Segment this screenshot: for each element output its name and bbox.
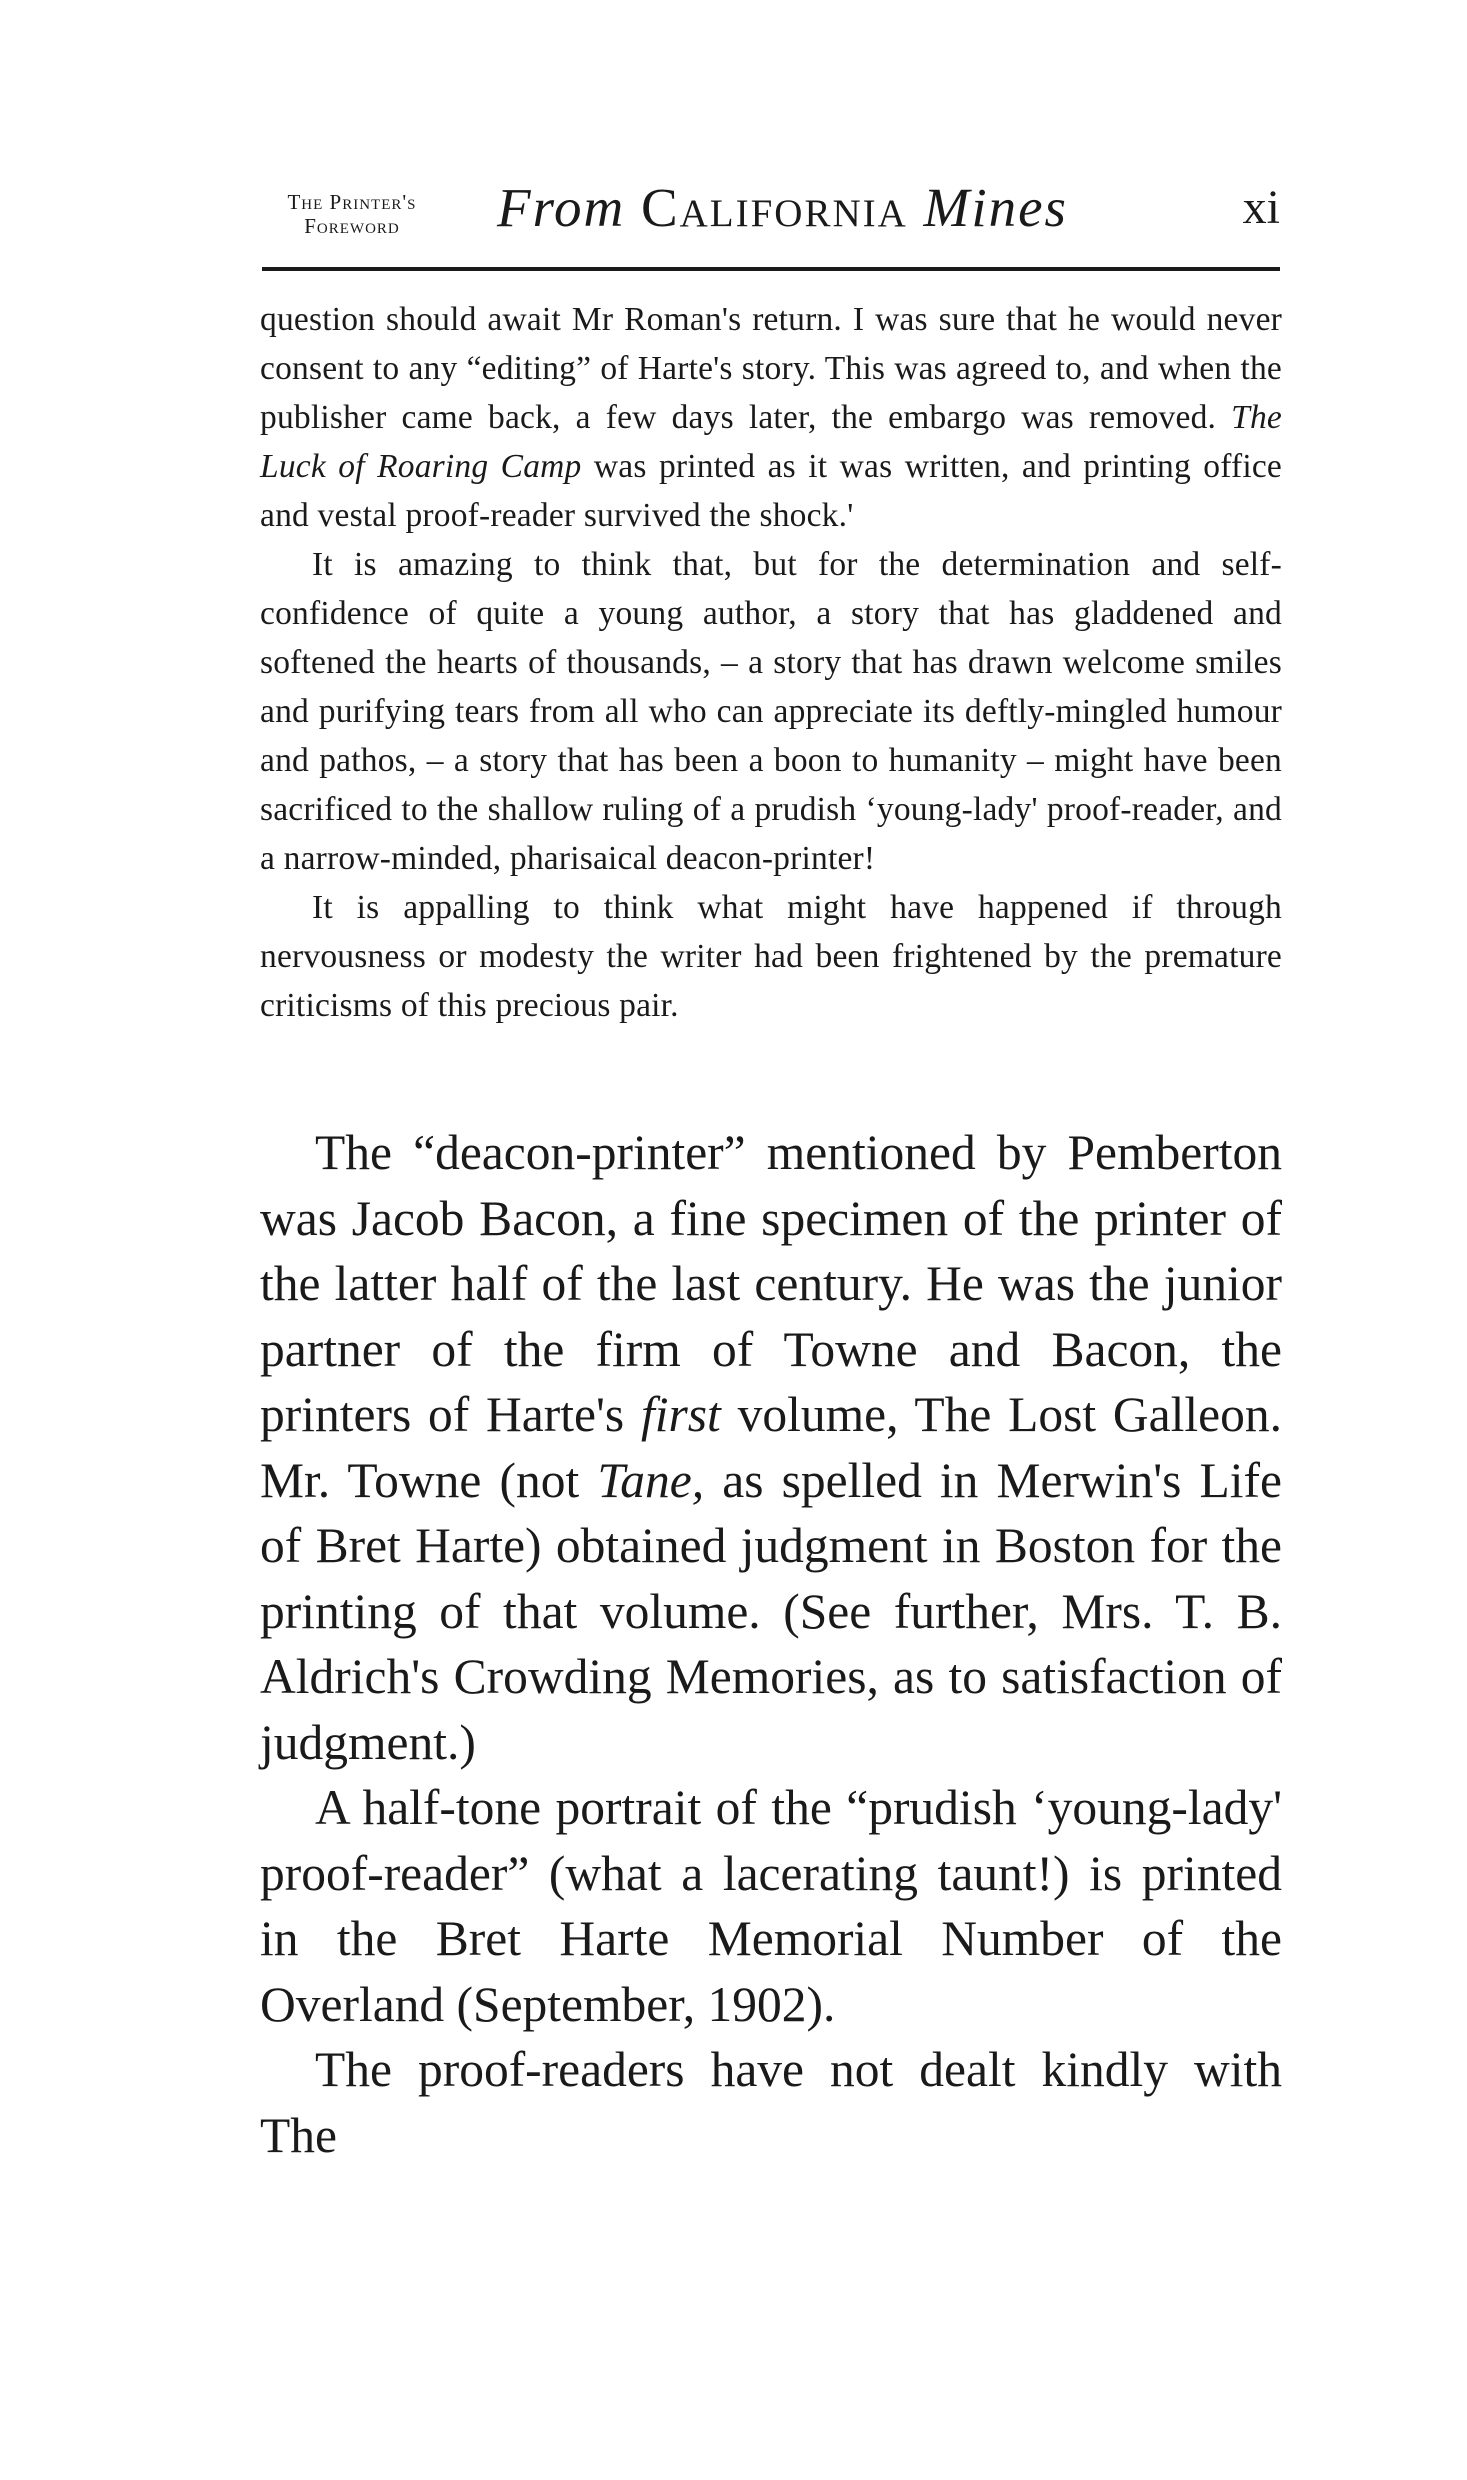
body-paragraph-1-c: as spelled in Merwin's Life of Bret Harte) obtained judgment in Boston for the printing of that volume. (See further, Mrs. T. B. Aldrich's Crowding Memories, as to satisfaction of judgment.) xyxy=(260,1452,1282,1770)
body-paragraph-3: The proof-readers have not dealt kindly with The xyxy=(260,2042,1282,2163)
body-emphasis-tane: Tane, xyxy=(597,1452,705,1508)
extract-paragraph-1 xyxy=(260,295,1282,540)
running-title-california: California xyxy=(640,177,908,238)
section-label xyxy=(262,190,442,238)
section-label-line2: Foreword xyxy=(304,214,400,238)
running-title-from: From xyxy=(497,177,626,238)
body-emphasis-first: first xyxy=(640,1387,721,1442)
header-rule xyxy=(262,267,1280,271)
page-number: xi xyxy=(1242,181,1280,234)
body-paragraph-2: A half-tone portrait of the “prudish ‘young-lady' proof-reader” (what a lacerating taunt!) is printed in the Bret Harte Memorial Number of the Overland (September, 1902). xyxy=(260,1780,1282,2032)
running-title-mines: Mines xyxy=(923,177,1068,238)
section-label-line1: The Printer's xyxy=(287,190,417,214)
running-title xyxy=(497,168,1068,248)
extract-paragraph-1-end: was printed as it was written, and printing office and vestal proof-reader survived the shock.' xyxy=(260,448,1283,534)
extract-book-title: The Luck of Roaring Camp xyxy=(260,399,1282,485)
running-head xyxy=(262,160,1280,260)
body-text xyxy=(260,1120,1282,2168)
body-paragraph-1-a: The “deacon-printer” mentioned by Pemberton was Jacob Bacon, a fine specimen of the printer of the latter half of the last century. He was the junior partner of the firm of Towne and Bacon, the printers of Harte's xyxy=(260,1125,1282,1442)
extract-paragraph-3: It is appalling to think what might have happened if through nervousness or modesty the writer had been frightened by the premature criticisms of this precious pair. xyxy=(260,889,1282,1024)
quoted-extract xyxy=(260,295,1282,1030)
extract-paragraph-2: It is amazing to think that, but for the determination and self-confidence of quite a young author, a story that has gladdened and softened the hearts of thousands, – a story that has drawn welcome smiles and purifying tears from all who can appreciate its deftly-mingled humour and pathos, – a story that has been a boon to humanity – might have been sacrificed to the shallow ruling of a prudish ‘young-lady' proof-reader, and a narrow-minded, pharisaical deacon-printer! xyxy=(260,546,1282,877)
extract-paragraph-1-text: question should await Mr Roman's return. I was sure that he would never consent to any “editing” of Harte's story. This was agreed to, and when the publisher came back, a few days later, the embargo was removed. xyxy=(260,301,1282,436)
body-paragraph-1-b: volume, The Lost Galleon. Mr. Towne (not xyxy=(260,1387,1282,1508)
body-paragraph-1 xyxy=(260,1120,1282,1775)
